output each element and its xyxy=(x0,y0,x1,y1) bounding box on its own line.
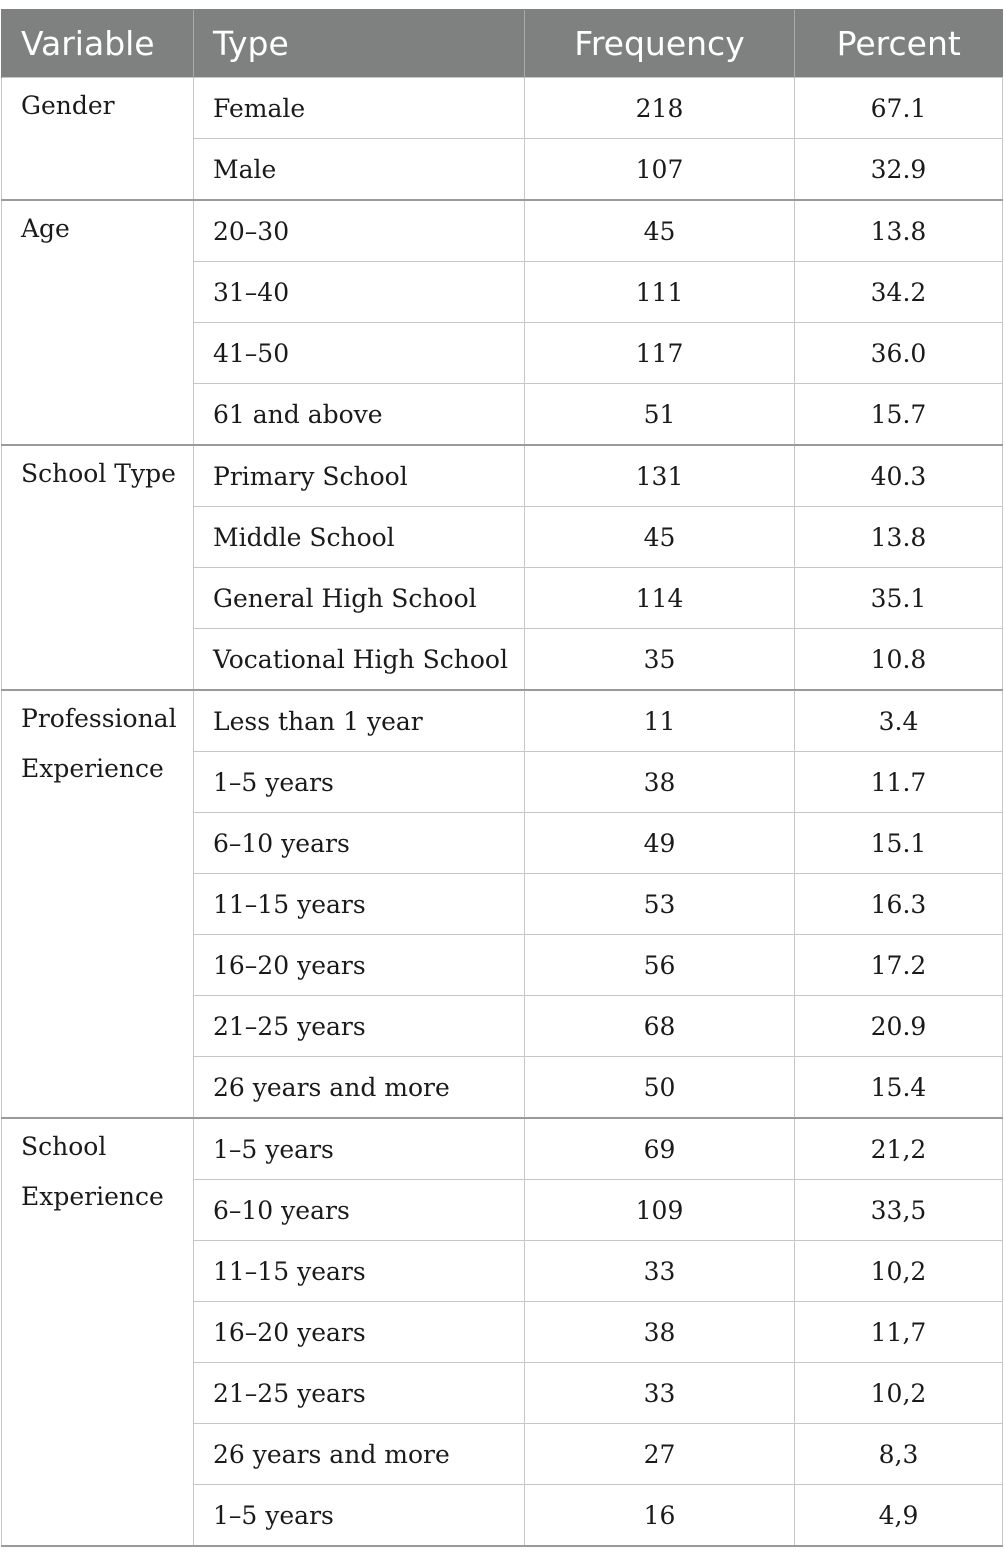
percent-cell: 33,5 xyxy=(795,1180,1003,1241)
frequency-cell: 68 xyxy=(525,996,795,1057)
percent-cell: 36.0 xyxy=(795,323,1003,384)
type-cell: 41–50 xyxy=(194,323,525,384)
header-frequency: Frequency xyxy=(525,10,795,78)
variable-label: School Experience xyxy=(21,1132,164,1211)
frequency-cell: 49 xyxy=(525,813,795,874)
percent-cell: 15.7 xyxy=(795,384,1003,446)
frequency-cell: 27 xyxy=(525,1424,795,1485)
type-cell: 11–15 years xyxy=(194,874,525,935)
table-row xyxy=(2,78,1003,139)
demographics-table xyxy=(1,9,1003,1547)
frequency-cell: 33 xyxy=(525,1241,795,1302)
frequency-cell: 35 xyxy=(525,629,795,691)
frequency-cell: 11 xyxy=(525,690,795,752)
header-variable: Variable xyxy=(2,10,194,78)
percent-cell: 17.2 xyxy=(795,935,1003,996)
header-row xyxy=(2,10,1003,78)
type-cell: 31–40 xyxy=(194,262,525,323)
percent-cell: 40.3 xyxy=(795,445,1003,507)
percent-cell: 35.1 xyxy=(795,568,1003,629)
percent-cell: 4,9 xyxy=(795,1485,1003,1547)
variable-label: Age xyxy=(21,214,70,243)
percent-cell: 10,2 xyxy=(795,1241,1003,1302)
type-cell: 11–15 years xyxy=(194,1241,525,1302)
percent-cell: 3.4 xyxy=(795,690,1003,752)
variable-label: School Type xyxy=(21,459,176,488)
table-row xyxy=(2,690,1003,752)
table-row xyxy=(2,200,1003,262)
type-cell: 1–5 years xyxy=(194,1118,525,1180)
variable-cell xyxy=(2,445,194,690)
type-cell: Less than 1 year xyxy=(194,690,525,752)
frequency-cell: 38 xyxy=(525,1302,795,1363)
frequency-cell: 33 xyxy=(525,1363,795,1424)
variable-cell xyxy=(2,690,194,1118)
percent-cell: 11.7 xyxy=(795,752,1003,813)
percent-cell: 13.8 xyxy=(795,200,1003,262)
type-cell: 21–25 years xyxy=(194,1363,525,1424)
frequency-cell: 107 xyxy=(525,139,795,201)
variable-label: Professional Experience xyxy=(21,704,177,783)
type-cell: 21–25 years xyxy=(194,996,525,1057)
header-type: Type xyxy=(194,10,525,78)
type-cell: Female xyxy=(194,78,525,139)
type-cell: 61 and above xyxy=(194,384,525,446)
table-row xyxy=(2,1118,1003,1180)
percent-cell: 10,2 xyxy=(795,1363,1003,1424)
frequency-cell: 114 xyxy=(525,568,795,629)
type-cell: 6–10 years xyxy=(194,1180,525,1241)
header-percent: Percent xyxy=(795,10,1003,78)
type-cell: General High School xyxy=(194,568,525,629)
frequency-cell: 16 xyxy=(525,1485,795,1547)
percent-cell: 15.4 xyxy=(795,1057,1003,1119)
percent-cell: 67.1 xyxy=(795,78,1003,139)
frequency-cell: 111 xyxy=(525,262,795,323)
frequency-cell: 117 xyxy=(525,323,795,384)
frequency-cell: 50 xyxy=(525,1057,795,1119)
percent-cell: 21,2 xyxy=(795,1118,1003,1180)
type-cell: Vocational High School xyxy=(194,629,525,691)
type-cell: Middle School xyxy=(194,507,525,568)
variable-cell xyxy=(2,1118,194,1546)
type-cell: Male xyxy=(194,139,525,201)
frequency-cell: 218 xyxy=(525,78,795,139)
frequency-cell: 131 xyxy=(525,445,795,507)
table-row xyxy=(2,445,1003,507)
frequency-cell: 45 xyxy=(525,507,795,568)
percent-cell: 32.9 xyxy=(795,139,1003,201)
frequency-cell: 109 xyxy=(525,1180,795,1241)
percent-cell: 20.9 xyxy=(795,996,1003,1057)
frequency-cell: 56 xyxy=(525,935,795,996)
percent-cell: 34.2 xyxy=(795,262,1003,323)
type-cell: 16–20 years xyxy=(194,1302,525,1363)
percent-cell: 10.8 xyxy=(795,629,1003,691)
variable-label: Gender xyxy=(21,91,115,120)
table-body xyxy=(2,78,1003,1547)
percent-cell: 8,3 xyxy=(795,1424,1003,1485)
table-header xyxy=(2,10,1003,78)
frequency-cell: 53 xyxy=(525,874,795,935)
type-cell: 1–5 years xyxy=(194,752,525,813)
type-cell: 1–5 years xyxy=(194,1485,525,1547)
demographics-table-container xyxy=(1,9,1002,1547)
type-cell: 6–10 years xyxy=(194,813,525,874)
percent-cell: 11,7 xyxy=(795,1302,1003,1363)
frequency-cell: 69 xyxy=(525,1118,795,1180)
percent-cell: 15.1 xyxy=(795,813,1003,874)
type-cell: 26 years and more xyxy=(194,1057,525,1119)
percent-cell: 16.3 xyxy=(795,874,1003,935)
type-cell: 16–20 years xyxy=(194,935,525,996)
type-cell: Primary School xyxy=(194,445,525,507)
frequency-cell: 51 xyxy=(525,384,795,446)
frequency-cell: 38 xyxy=(525,752,795,813)
type-cell: 26 years and more xyxy=(194,1424,525,1485)
variable-cell xyxy=(2,78,194,201)
percent-cell: 13.8 xyxy=(795,507,1003,568)
type-cell: 20–30 xyxy=(194,200,525,262)
variable-cell xyxy=(2,200,194,445)
frequency-cell: 45 xyxy=(525,200,795,262)
